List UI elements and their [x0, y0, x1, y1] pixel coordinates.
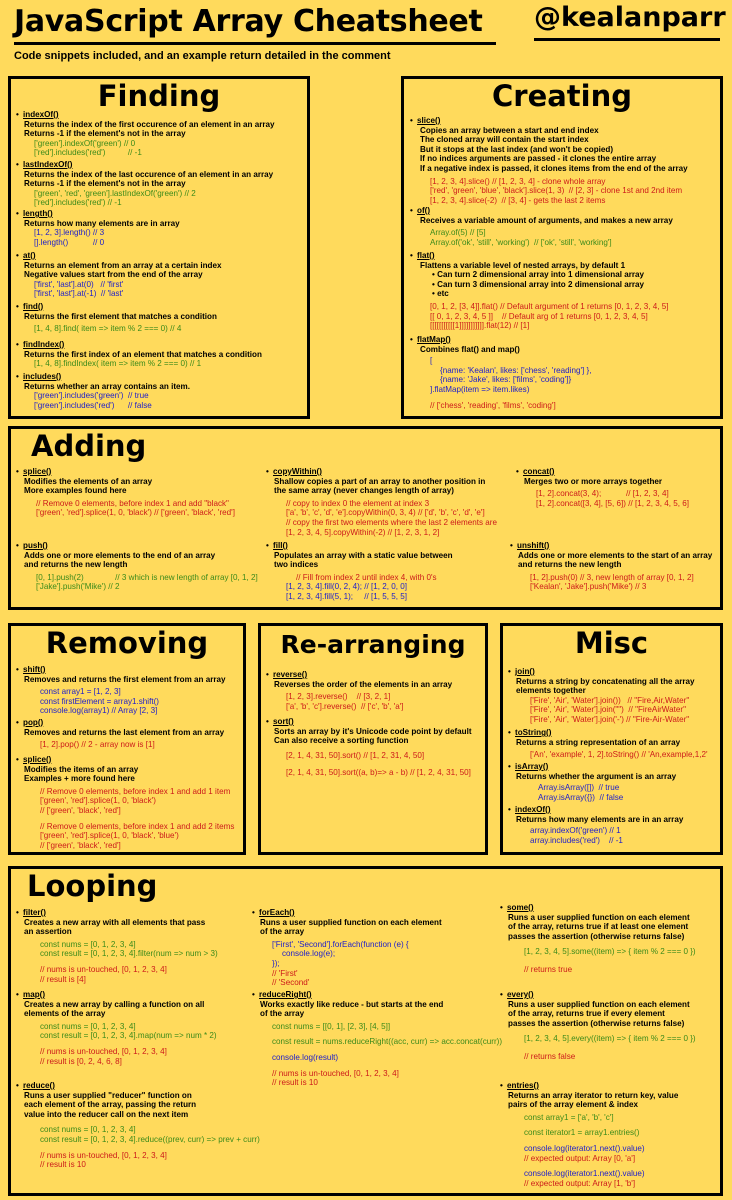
entry-heading: • findIndex() [16, 340, 65, 349]
entry-heading: • includes() [16, 372, 62, 381]
entry-heading: • filter() [16, 908, 46, 917]
section-title: Misc [574, 626, 649, 660]
entry-heading: • shift() [16, 665, 46, 674]
entry-heading: • pop() [16, 718, 44, 727]
entry-of: • of() Receives a variable amount of arguments, and makes a new array Array.of(5) // [5] Array.of('ok', 'still', 'working') // ['ok', 'still', 'working'] [410, 206, 673, 247]
entry-heading: • lastIndexOf() [16, 160, 73, 169]
entry-heading: • every() [500, 990, 534, 999]
entry-heading: • find() [16, 302, 44, 311]
entry-join: • join() Returns a string by concatenating all the array elements together ['Fire', 'Air', 'Water'].join()) // "Fire,Air,Water" ['Fire', 'Air', 'Water'].join("") // "FireAirWater" ['Fire', 'Air', 'Water'].join('-') // "Fire-Air-Water" [508, 667, 695, 724]
entry-splice-remove: • splice() Modifies the items of an array Examples + more found here // Remove 0 elements, before index 1 and add 1 item ['green', 'red'].splice(1, 0, 'black') // ['green', 'black', 'red'] // Remove 0 elements, before index 1 and add 2 items ['green', 'red'].splice(1, 0, 'black', 'blue') // ['green', 'black', 'red'] [16, 755, 235, 850]
entry-heading: • splice() [16, 755, 52, 764]
entry-heading: • indexOf() [16, 110, 59, 119]
entry-reduce: • reduce() Runs a user supplied "reducer" function on each element of the array, passing the return value into the reducer call on the next item const nums = [0, 1, 2, 3, 4] const result = [0, 1, 2, 3, 4].reduce((prev, curr) => prev + curr) // nums is un-touched, [0, 1, 2, 3, 4] // result is 10 [16, 1081, 260, 1170]
section-title: Adding [31, 429, 147, 463]
entry-indexOf: • indexOf() Returns the index of the first occurence of an element in an array Returns -1 if the element's not in the array ['green'].indexOf('green') // 0 ['red'].includes('red') // -1 [16, 110, 275, 158]
section-title: Removing [45, 626, 209, 660]
entry-some: • some() Runs a user supplied function on each element of the array, returns true if at least one element passes the assertion (otherwise returns false) [1, 2, 3, 4, 5].some((item) => { item % 2 === 0 }) // returns true [500, 903, 696, 974]
entry-heading: • at() [16, 251, 36, 260]
section-title: Re-arranging [280, 630, 466, 659]
entry-heading: • flatMap() [410, 335, 451, 344]
entry-heading: • slice() [410, 116, 441, 125]
entry-heading: • reverse() [266, 670, 308, 679]
entry-push: • push() Adds one or more elements to the end of an array and returns the new length [0, 1].push(2) // 3 which is new length of array [0, 1, 2] ['Jake'].push('Mike') // 2 [16, 541, 258, 592]
entry-toString: • toString() Returns a string representation of an array ['An', 'example', 1, 2].toString() // 'An,example,1,2' [508, 728, 708, 760]
entry-flatMap: • flatMap() Combines flat() and map() [ {name: 'Kealan', likes: ['chess', 'reading'] }, {name: 'Jake', likes: ['films', 'coding']} ].flatMap(item => item.likes) // ['chess', 'reading', 'films', 'coding'] [410, 335, 592, 410]
entry-filter: • filter() Creates a new array with all elements that pass an assertion const nums = [0, 1, 2, 3, 4] const result = [0, 1, 2, 3, 4].filter(num => num > 3) // nums is un-touched, [0, 1, 2, 3, 4] // result is [4] [16, 908, 218, 984]
entry-heading: • isArray() [508, 762, 549, 771]
entry-includes: • includes() Returns whether an array contains an item. ['green'].includes('green') // true ['green'].includes('red') // false [16, 372, 190, 410]
entry-flat: • flat() Flattens a variable level of nested arrays, by default 1 • Can turn 2 dimensional array into 1 dimensional array • Can turn 3 dimensional array into 2 dimensional array • etc [0, 1, 2, [3, 4]].flat() // Default argument of 1 returns [0, 1, 2, 3, 4, 5] [[ 0, 1, 2, 3, 4, 5 ]] // Default arg of 1 returns [0, 1, 2, 3, 4, 5] [[[[[[[[[[[1]]]]]]]]]]].flat(12) // [1] [410, 251, 669, 331]
section-title: Looping [27, 869, 158, 903]
entry-heading: • reduceRight() [252, 990, 312, 999]
entry-heading: • copyWithin() [266, 467, 322, 476]
entry-heading: • splice() [16, 467, 52, 476]
entry-unshift: • unshift() Adds one or more elements to the start of an array and returns the new length [1, 2].push(0) // 3, new length of array [0, 1, 2] ['Kealan', 'Jake'].push('Mike') // 3 [510, 541, 713, 592]
entry-heading: • reduce() [16, 1081, 55, 1090]
entry-every: • every() Runs a user supplied function on each element of the array, returns true if every element passes the assertion (otherwise returns false) [1, 2, 3, 4, 5].every((item) => { item % 2 === 0 }) // returns false [500, 990, 696, 1061]
entry-length: • length() Returns how many elements are in array [1, 2, 3].length() // 3 [].length() // 0 [16, 209, 180, 247]
entry-sort: • sort() Sorts an array by it's Unicode code point by default Can also receive a sorting function [2, 1, 4, 31, 50].sort() // [1, 2, 31, 4, 50] [2, 1, 4, 31, 50].sort((a, b)=> a - b) // [1, 2, 4, 31, 50] [266, 717, 472, 778]
entry-heading: • concat() [516, 467, 555, 476]
entry-reduceRight: • reduceRight() Works exactly like reduce - but starts at the end of the array const nums = [[0, 1], [2, 3], [4, 5]] const result = nums.reduceRight((acc, curr) => acc.concat(curr)) console.log(result) // nums is un-touched, [0, 1, 2, 3, 4] // result is 10 [252, 990, 503, 1088]
title-underline [14, 42, 496, 45]
page-subtitle: Code snippets included, and an example return detailed in the comment [14, 50, 391, 62]
entry-heading: • indexOf() [508, 805, 551, 814]
entry-heading: • push() [16, 541, 48, 550]
entry-slice: • slice() Copies an array between a start and end index The cloned array will contain the start index But it stops at the last index (and won't be copied) If no indices arguments are passed - it clones the entire array If a negative index is passed, it clones items from the end of the array [1, 2, 3, 4].slice() // [1, 2, 3, 4] - clone whole array ['red', 'green', 'blue', 'black'].slice(1, 3) // [2, 3] - clone 1st and 2nd item [1, 2, 3, 4].slice(-2) // [3, 4] - gets the last 2 items [410, 116, 688, 205]
entry-forEach: • forEach() Runs a user supplied function on each element of the array ['First', 'Second'].forEach(function (e) { console.log(e); }); // 'First' // 'Second' [252, 908, 442, 988]
entry-heading: • of() [410, 206, 431, 215]
entry-map: • map() Creates a new array by calling a function on all elements of the array const nums = [0, 1, 2, 3, 4] const result = [0, 1, 2, 3, 4].map(num => num * 2) // nums is un-touched, [0, 1, 2, 3, 4] // result is [0, 2, 4, 6, 8] [16, 990, 217, 1066]
entry-indexOf-misc: • indexOf() Returns how many elements are in an array array.indexOf('green') // 1 array.includes('red') // -1 [508, 805, 684, 845]
entry-heading: • join() [508, 667, 535, 676]
handle-underline [534, 38, 720, 41]
entry-reverse: • reverse() Reverses the order of the elements in an array [1, 2, 3].reverse() // [3, 2, 1] ['a', 'b', 'c'].reverse() // ['c', 'b', 'a'] [266, 670, 453, 711]
entry-heading: • toString() [508, 728, 552, 737]
entry-heading: • fill() [266, 541, 288, 550]
entry-concat: • concat() Merges two or more arrays together [1, 2].concat(3, 4); // [1, 2, 3, 4] [1, 2].concat([3, 4], [5, 6]) // [1, 2, 3, 4, 5, 6] [516, 467, 689, 508]
entry-fill: • fill() Populates an array with a static value between two indices // Fill from index 2 until index 4, with 0's [1, 2, 3, 4].fill(0, 2, 4); // [1, 2, 0, 0] [1, 2, 3, 4].fill(5, 1); // [1, 5, 5, 5] [266, 541, 453, 601]
entry-heading: • flat() [410, 251, 435, 260]
entry-pop: • pop() Removes and returns the last element from an array [1, 2].pop() // 2 - array now is [1] [16, 718, 225, 750]
entry-find: • find() Returns the first element that matches a condition [1, 4, 8].find( item => item % 2 === 0) // 4 [16, 302, 217, 334]
entry-isArray: • isArray() Returns whether the argument is an array Array.isArray([]) // true Array.isArray({}) // false [508, 762, 677, 802]
entry-at: • at() Returns an element from an array at a certain index Negative values start from the end of the array ['first', 'last'].at(0) // 'first' ['first', 'last'].at(-1) // 'last' [16, 251, 222, 299]
entry-heading: • unshift() [510, 541, 550, 550]
entry-heading: • length() [16, 209, 53, 218]
page-title: JavaScript Array Cheatsheet [14, 4, 483, 39]
entry-findIndex: • findIndex() Returns the first index of an element that matches a condition [1, 4, 8].findIndex( item => item % 2 === 0) // 1 [16, 340, 262, 369]
section-title: Creating [491, 79, 633, 113]
entry-heading: • some() [500, 903, 534, 912]
entry-heading: • sort() [266, 717, 294, 726]
entry-splice-add: • splice() Modifies the elements of an array More examples found here // Remove 0 elements, before index 1 and add "black" ['green', 'red'].splice(1, 0, 'black') // ['green', 'black', 'red'] [16, 467, 235, 518]
entry-entries: • entries() Returns an array iterator to return key, value pairs of the array element & index const array1 = ['a', 'b', 'c'] const iterator1 = array1.entries() console.log(iterator1.next().value) // expected output: Array [0, 'a'] console.log(iterator1.next().value) // expected output: Array [1, 'b'] [500, 1081, 679, 1188]
entry-heading: • map() [16, 990, 46, 999]
author-handle: @kealanparr [534, 2, 726, 33]
entry-lastIndexOf: • lastIndexOf() Returns the index of the last occurence of an element in an array Returns -1 if the element's not in the array ['green', 'red', 'green'].lastIndexOf('green') // 2 ['red'].includes('red') // -1 [16, 160, 274, 208]
entry-heading: • forEach() [252, 908, 295, 917]
entry-copyWithin: • copyWithin() Shallow copies a part of an array to another position in the same array (never changes length of array) // copy to index 0 the element at index 3 ['a', 'b', 'c', 'd', 'e'].copyWithin(0, 3, 4) // ['d', 'b', 'c', 'd', 'e'] // copy the first two elements where the last 2 elements are [1, 2, 3, 4, 5].copyWithin(-2) // [1, 2, 3, 1, 2] [266, 467, 497, 537]
section-title: Finding [97, 79, 221, 113]
entry-heading: • entries() [500, 1081, 539, 1090]
entry-shift: • shift() Removes and returns the first element from an array const array1 = [1, 2, 3] const firstElement = array1.shift() console.log(array1) // Array [2, 3] [16, 665, 226, 716]
